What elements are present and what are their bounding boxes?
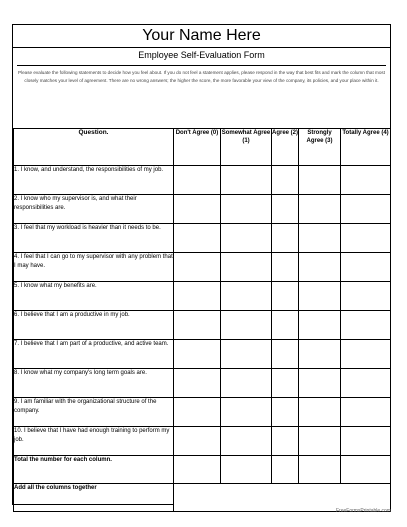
question-cell: 4. I feel that I can go to my supervisor with any problem that I may have. (14, 253, 174, 282)
table-row (14, 166, 391, 195)
total-cell-totally-agree[interactable] (341, 456, 391, 484)
header-row (14, 129, 391, 166)
question-cell: 2. I know who my supervisor is, and what their responsibilities are. (14, 195, 174, 224)
answer-cell-somewhat-agree[interactable] (221, 398, 272, 427)
answer-cell-dont-agree[interactable] (174, 369, 221, 398)
answer-cell-dont-agree[interactable] (174, 340, 221, 369)
answer-cell-agree[interactable] (272, 398, 299, 427)
strongly-agree-header: Strongly Agree (3) (299, 129, 341, 166)
answer-cell-strongly-agree[interactable] (299, 369, 341, 398)
answer-cell-agree[interactable] (272, 282, 299, 311)
answer-cell-dont-agree[interactable] (174, 282, 221, 311)
answer-cell-dont-agree[interactable] (174, 166, 221, 195)
answer-cell-dont-agree[interactable] (174, 253, 221, 282)
question-cell: 1. I know, and understand, the responsibilities of my job. (14, 166, 174, 195)
answer-cell-strongly-agree[interactable] (299, 340, 341, 369)
answer-cell-totally-agree[interactable] (341, 398, 391, 427)
answer-cell-strongly-agree[interactable] (299, 253, 341, 282)
grand-total-row (14, 484, 391, 512)
somewhat-agree-header: Somewhat Agree (1) (221, 129, 272, 166)
totally-agree-header: Totally Agree (4) (341, 129, 391, 166)
table-row (14, 369, 391, 398)
answer-cell-agree[interactable] (272, 195, 299, 224)
evaluation-form (12, 24, 391, 505)
answer-cell-agree[interactable] (272, 369, 299, 398)
answer-cell-agree[interactable] (272, 166, 299, 195)
answer-cell-somewhat-agree[interactable] (221, 369, 272, 398)
table-row (14, 195, 391, 224)
evaluation-table (13, 128, 391, 512)
answer-cell-strongly-agree[interactable] (299, 166, 341, 195)
question-cell: 6. I believe that I am a productive in my job. (14, 311, 174, 340)
dont-agree-header: Don't Agree (0) (174, 129, 221, 166)
table-row (14, 253, 391, 282)
total-cell-agree[interactable] (272, 456, 299, 484)
name-title[interactable]: Your Name Here (142, 27, 261, 44)
answer-cell-dont-agree[interactable] (174, 427, 221, 456)
table-row (14, 282, 391, 311)
add-columns-label: Add all the columns together (14, 484, 174, 512)
answer-cell-agree[interactable] (272, 427, 299, 456)
total-cell-somewhat-agree[interactable] (221, 456, 272, 484)
question-cell: 8. I know what my company's long term goals are. (14, 369, 174, 398)
answer-cell-somewhat-agree[interactable] (221, 166, 272, 195)
answer-cell-somewhat-agree[interactable] (221, 224, 272, 253)
question-cell: 3. I feel that my workload is heavier than it needs to be. (14, 224, 174, 253)
answer-cell-totally-agree[interactable] (341, 253, 391, 282)
answer-cell-dont-agree[interactable] (174, 311, 221, 340)
question-header: Question. (14, 129, 174, 166)
answer-cell-somewhat-agree[interactable] (221, 253, 272, 282)
answer-cell-dont-agree[interactable] (174, 195, 221, 224)
total-cell-strongly-agree[interactable] (299, 456, 341, 484)
answer-cell-totally-agree[interactable] (341, 311, 391, 340)
answer-cell-strongly-agree[interactable] (299, 282, 341, 311)
answer-cell-agree[interactable] (272, 253, 299, 282)
table-row (14, 311, 391, 340)
answer-cell-somewhat-agree[interactable] (221, 427, 272, 456)
answer-cell-dont-agree[interactable] (174, 398, 221, 427)
instructions-text: Please evaluate the following statements to decide how you feel about. If you do not feel a statement applies, please respond in the way that best fits and mark the column that most closely matches your level of agreement. There are no wrong answers; the higher the score, the more favorable your view of the company, its policies, and your place within it. (17, 65, 386, 127)
total-row (14, 456, 391, 484)
table-row (14, 224, 391, 253)
total-cell-dont-agree[interactable] (174, 456, 221, 484)
answer-cell-agree[interactable] (272, 340, 299, 369)
answer-cell-somewhat-agree[interactable] (221, 311, 272, 340)
question-cell: 5. I know what my benefits are. (14, 282, 174, 311)
table-row (14, 398, 391, 427)
answer-cell-strongly-agree[interactable] (299, 427, 341, 456)
answer-cell-totally-agree[interactable] (341, 166, 391, 195)
answer-cell-strongly-agree[interactable] (299, 224, 341, 253)
answer-cell-totally-agree[interactable] (341, 195, 391, 224)
answer-cell-strongly-agree[interactable] (299, 398, 341, 427)
answer-cell-somewhat-agree[interactable] (221, 195, 272, 224)
answer-cell-strongly-agree[interactable] (299, 195, 341, 224)
form-title: Employee Self-Evaluation Form (13, 47, 390, 62)
answer-cell-totally-agree[interactable] (341, 340, 391, 369)
answer-cell-totally-agree[interactable] (341, 282, 391, 311)
answer-cell-totally-agree[interactable] (341, 427, 391, 456)
answer-cell-agree[interactable] (272, 311, 299, 340)
question-cell: 9. I am familiar with the organizational structure of the company. (14, 398, 174, 427)
answer-cell-dont-agree[interactable] (174, 224, 221, 253)
total-label: Total the number for each column. (14, 456, 174, 484)
agree-header: Agree (2) (272, 129, 299, 166)
table-row (14, 427, 391, 456)
answer-cell-agree[interactable] (272, 224, 299, 253)
question-cell: 7. I believe that I am part of a productive, and active team. (14, 340, 174, 369)
answer-cell-totally-agree[interactable] (341, 224, 391, 253)
question-cell: 10. I believe that I have had enough training to perform my job. (14, 427, 174, 456)
answer-cell-somewhat-agree[interactable] (221, 340, 272, 369)
table-row (14, 340, 391, 369)
answer-cell-somewhat-agree[interactable] (221, 282, 272, 311)
footer-credit: FreeFormsPrintable.com (335, 508, 391, 514)
answer-cell-strongly-agree[interactable] (299, 311, 341, 340)
answer-cell-totally-agree[interactable] (341, 369, 391, 398)
